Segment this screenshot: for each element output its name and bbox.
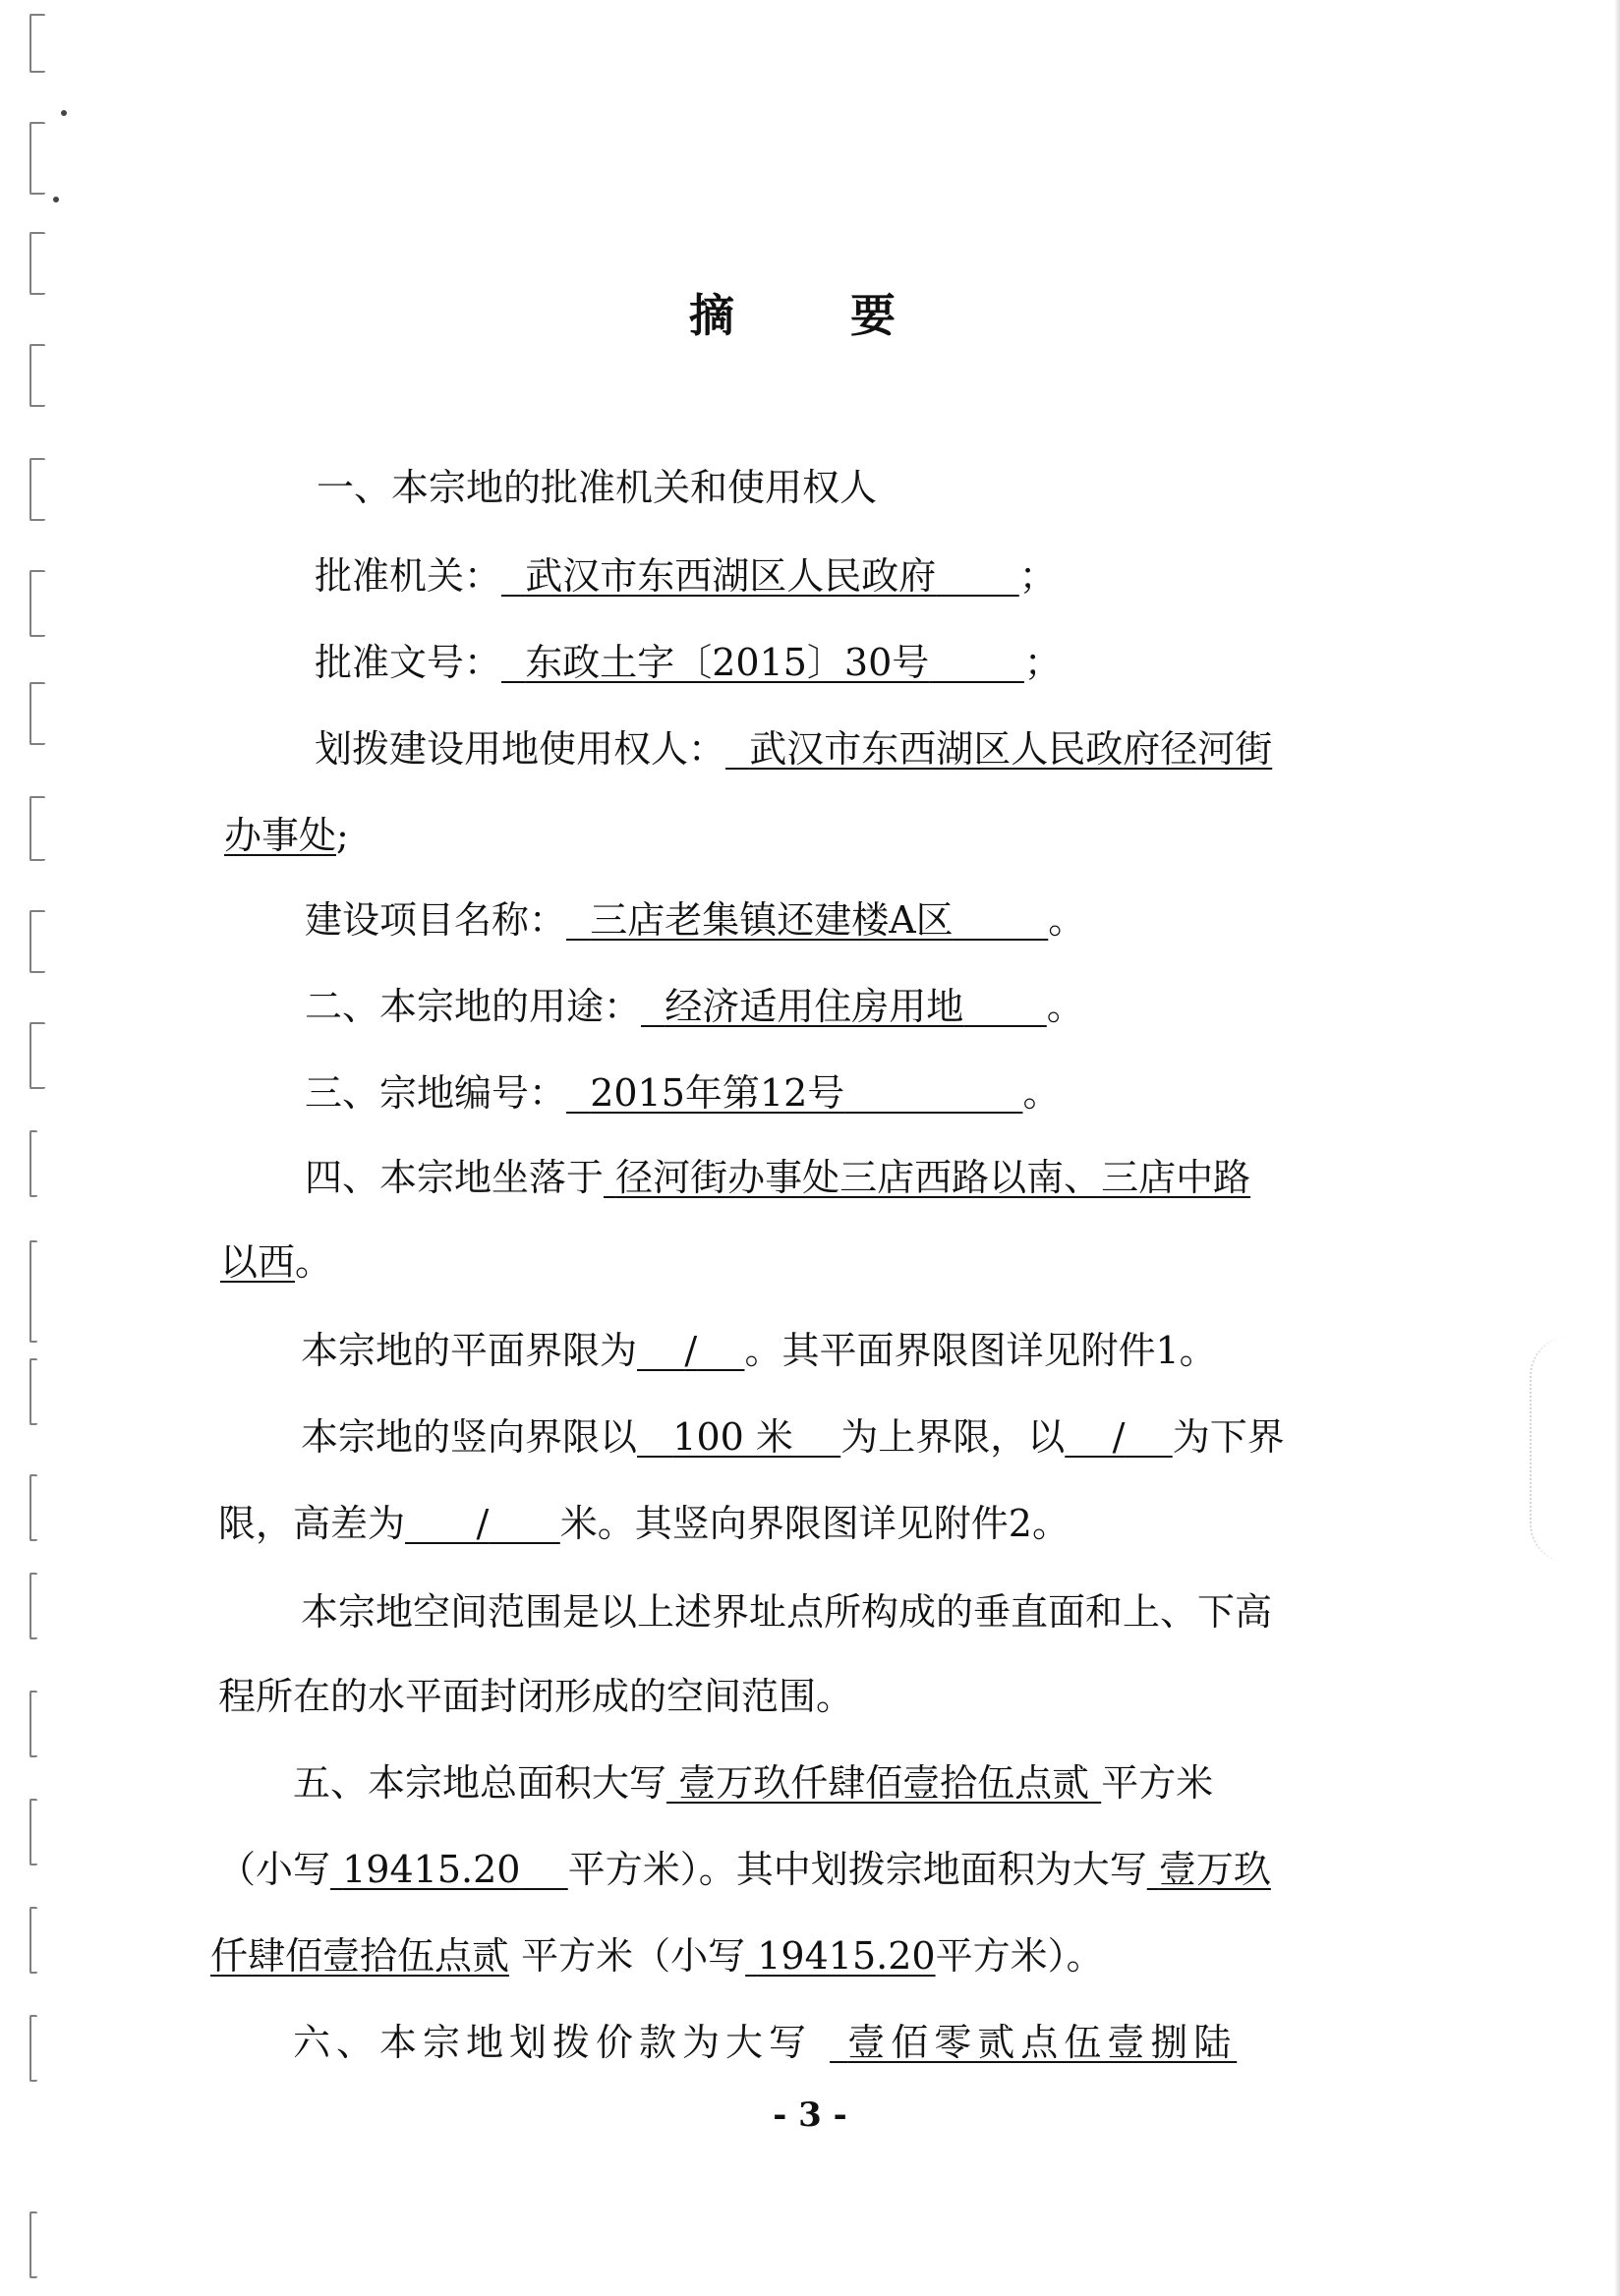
binding-mark <box>29 122 45 195</box>
binding-mark <box>29 910 45 973</box>
binding-mark <box>29 682 45 745</box>
location-line-cont: 以西。 <box>220 1240 333 1284</box>
vertical-boundary-line: 本宗地的竖向界限以 100 米 为上界限，以 / 为下界 <box>301 1415 1285 1459</box>
allocated-area-small-value: 19415.20 <box>757 1934 936 1978</box>
parcel-number-line: 三、宗地编号： 2015年第12号 。 <box>305 1071 1061 1115</box>
land-holder-line <box>315 721 1272 776</box>
seal-stamp-partial <box>1530 1337 1600 1563</box>
total-area-upper-value: 壹万玖仟肆佰壹拾伍点贰 <box>678 1761 1090 1805</box>
plane-boundary-line: 本宗地的平面界限为 / 。其平面界限图详见附件1。 <box>301 1329 1217 1372</box>
binding-mark <box>29 2211 37 2278</box>
location-value: 径河街办事处三店西路以南、三店中路 <box>615 1156 1251 1199</box>
parcel-number-value: 2015年第12号 <box>590 1071 845 1115</box>
field-label: 批准文号： <box>315 641 502 684</box>
field-label: 批准机关： <box>315 554 502 598</box>
land-holder-value: 武汉市东西湖区人民政府径河街 <box>749 727 1273 771</box>
binding-mark <box>29 1691 37 1757</box>
approval-docno-line: 批准文号： 东政土字〔2015〕30号 ； <box>315 641 1062 684</box>
allocated-area-upper-value-cont: 仟肆佰壹拾伍点贰 <box>210 1934 510 1978</box>
location-line: 四、本宗地坐落于 径河街办事处三店西路以南、三店中路 <box>305 1156 1251 1199</box>
land-holder-line-cont: 办事处; <box>224 814 349 857</box>
allocated-area-upper-value: 壹万玖 <box>1158 1848 1271 1891</box>
total-area-small-value: 19415.20 <box>342 1848 521 1891</box>
approval-docno-value: 东政土字〔2015〕30号 <box>525 641 930 684</box>
field-label: 划拨建设用地使用权人： <box>315 727 726 771</box>
section1-heading: 一、本宗地的批准机关和使用权人 <box>317 466 878 509</box>
project-name-value: 三店老集镇还建楼A区 <box>590 898 954 942</box>
binding-mark <box>29 1022 45 1089</box>
location-value-cont: 以西 <box>220 1240 296 1284</box>
allocation-price-value: 壹佰零贰点伍壹捌陆 <box>847 2021 1238 2064</box>
allocation-price-line: 六、本宗地划拨价款为大写 壹佰零贰点伍壹捌陆 <box>293 2021 1238 2064</box>
binding-mark <box>29 1240 37 1343</box>
lower-limit-value: / <box>1112 1415 1126 1459</box>
binding-mark <box>29 458 45 521</box>
binding-mark <box>29 1130 37 1197</box>
project-name-line: 建设项目名称： 三店老集镇还建楼A区 。 <box>305 898 1086 942</box>
binding-mark <box>29 1573 37 1639</box>
binding-mark <box>29 1799 37 1866</box>
binding-mark <box>29 796 45 861</box>
binding-mark <box>29 2015 37 2082</box>
space-range-line: 本宗地空间范围是以上述界址点所构成的垂直面和上、下高 <box>301 1590 1273 1634</box>
total-area-line: 五、本宗地总面积大写 壹万玖仟肆佰壹拾伍点贰 平方米 <box>293 1761 1214 1805</box>
height-diff-line: 限，高差为 / 米。其竖向界限图详见附件2。 <box>218 1502 1070 1545</box>
scan-speck <box>53 197 59 202</box>
scan-speck <box>61 110 67 116</box>
page-title: 摘 要 <box>689 289 931 342</box>
land-holder-value-cont: 办事处 <box>224 814 337 857</box>
upper-limit-value: 100 米 <box>672 1415 793 1459</box>
space-range-line-cont: 程所在的水平面封闭形成的空间范围。 <box>218 1675 854 1718</box>
plane-boundary-value: / <box>684 1329 698 1372</box>
approval-authority-line: 批准机关： 武汉市东西湖区人民政府 ； <box>315 554 1057 598</box>
field-label: 建设项目名称： <box>305 898 567 942</box>
binding-mark <box>29 570 45 637</box>
binding-mark <box>29 1907 37 1974</box>
land-use-line: 二、本宗地的用途： 经济适用住房用地 。 <box>305 985 1084 1028</box>
approval-authority-value: 武汉市东西湖区人民政府 <box>525 554 937 598</box>
binding-mark <box>29 1358 37 1425</box>
allocated-area-line: 仟肆佰壹拾伍点贰 平方米（小写 19415.20平方米）。 <box>210 1934 1104 1978</box>
land-use-value: 经济适用住房用地 <box>665 985 964 1028</box>
binding-mark <box>29 14 45 73</box>
binding-mark <box>29 344 45 407</box>
binding-mark <box>29 1474 37 1541</box>
height-diff-value: / <box>476 1502 490 1545</box>
total-area-small-line: （小写 19415.20 平方米）。其中划拨宗地面积为大写 壹万玖 <box>218 1848 1271 1891</box>
page-number: - 3 - <box>773 2095 847 2135</box>
